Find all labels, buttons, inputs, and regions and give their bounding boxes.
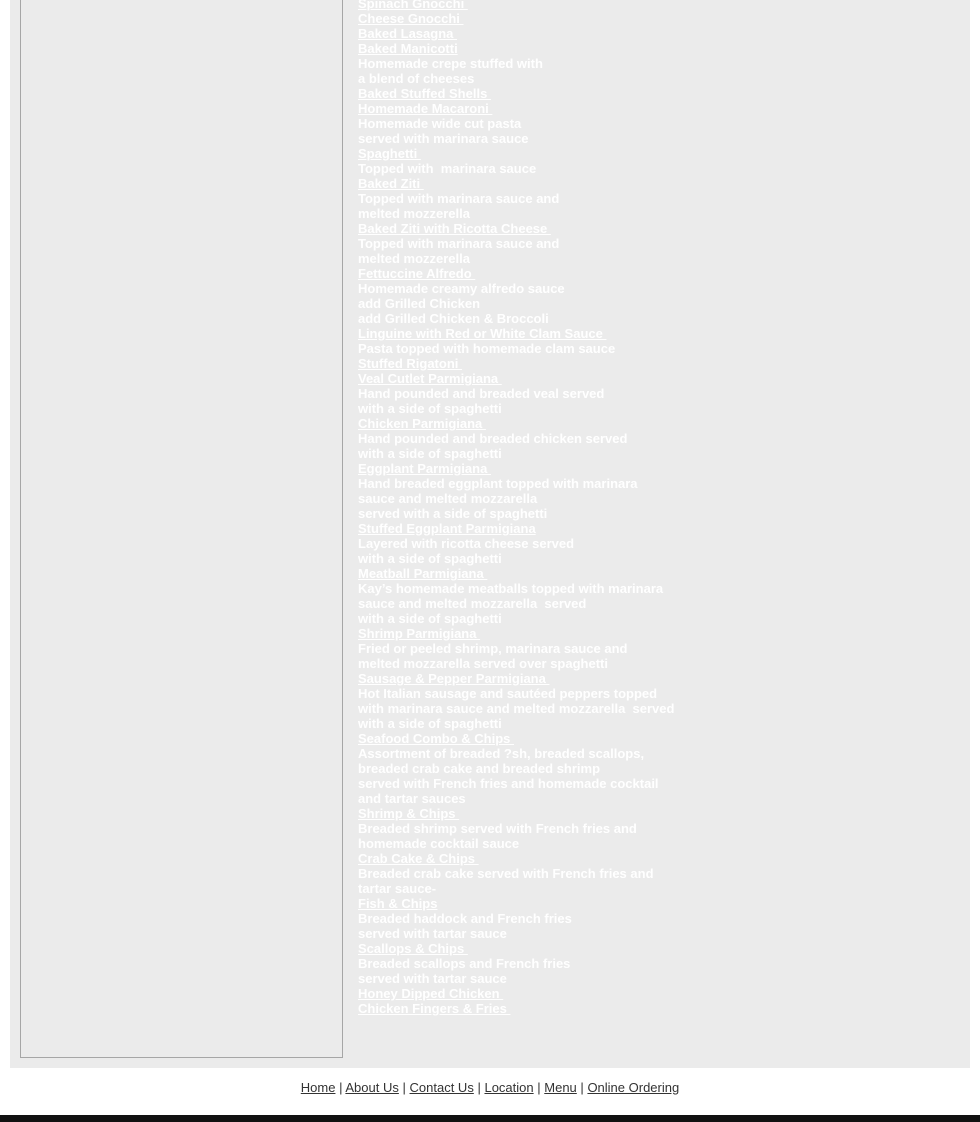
menu-item-link[interactable]: Shrimp Parmigiana [358,626,481,641]
menu-item-description: Homemade crepe stuffed with [358,56,543,71]
menu-item-description: served with French fries and homemade cocktail [358,776,659,791]
menu-item-link[interactable]: Honey Dipped Chicken [358,986,504,1001]
menu-item-link[interactable]: Seafood Combo & Chips [358,731,514,746]
menu-item-description: Topped with marinara sauce [358,161,537,176]
footer-separator: | [537,1080,541,1095]
menu-item-link[interactable]: Baked Stuffed Shells [358,86,491,101]
menu-item-description: Pasta topped with homemade clam sauce [358,341,616,356]
sidebar-panel [20,0,343,1058]
menu-item-description: and tartar sauces [358,791,466,806]
menu-item-description: served with a side of spaghetti [358,506,548,521]
footer-link-location[interactable]: Location [484,1080,534,1095]
menu-item-link[interactable]: Sausage & Pepper Parmigiana [358,671,550,686]
menu-item-description: served with tartar sauce [358,971,507,986]
footer-link-about-us[interactable]: About Us [345,1080,399,1095]
menu-item-description: Hand pounded and breaded veal served [358,386,605,401]
bottom-strip [0,1115,980,1122]
menu-item-description: Hand breaded eggplant topped with marinara [358,476,638,491]
footer-link-home[interactable]: Home [300,1080,336,1095]
menu-item-link[interactable]: Meatball Parmigiana [358,566,488,581]
menu-item-description: with a side of spaghetti [358,611,502,626]
footer-separator: | [339,1080,343,1095]
menu-item-link[interactable]: Spinach Gnocchi [358,0,468,11]
menu-item-link[interactable]: Shrimp & Chips [358,806,460,821]
menu-item-description: with a side of spaghetti [358,446,502,461]
menu-item-link[interactable]: Baked Ziti [358,176,424,191]
footer-separator: | [477,1080,481,1095]
menu-item-description: melted mozzarella served over spaghetti [358,656,608,671]
menu-item-link[interactable]: Baked Ziti with Ricotta Cheese [358,221,551,236]
menu-item-description: with a side of spaghetti [358,716,502,731]
menu-item-description: Homemade creamy alfredo sauce [358,281,565,296]
menu-item-description: served with tartar sauce [358,926,507,941]
menu-item-description: sauce and melted mozzarella [358,491,538,506]
menu-item-link[interactable]: Scallops & Chips [358,941,468,956]
footer-separator: | [402,1080,406,1095]
menu-item-description: Hot Italian sausage and sautéed peppers topped [358,686,658,701]
menu-item-link[interactable]: Crab Cake & Chips [358,851,479,866]
menu-item-description: sauce and melted mozzarella served [358,596,587,611]
menu-item-link[interactable]: Stuffed Eggplant Parmigiana [358,521,536,536]
footer-link-contact-us[interactable]: Contact Us [409,1080,474,1095]
menu-item-description: Breaded shrimp served with French fries and [358,821,637,836]
menu-item-description: homemade cocktail sauce [358,836,520,851]
menu-list [358,0,958,1016]
menu-item-link[interactable]: Stuffed Rigatoni [358,356,462,371]
menu-item-link[interactable]: Linguine with Red or White Clam Sauce [358,326,607,341]
menu-item-description: add Grilled Chicken & Broccoli [358,311,549,326]
menu-item-description: with a side of spaghetti [358,551,502,566]
footer-link-menu[interactable]: Menu [544,1080,577,1095]
menu-item-description: Homemade wide cut pasta [358,116,522,131]
menu-item-description: Hand pounded and breaded chicken served [358,431,628,446]
footer-separator: | [580,1080,584,1095]
menu-item-description: Assortment of breaded ?sh, breaded scallops, [358,746,645,761]
menu-item-link[interactable]: Baked Manicotti [358,41,458,56]
menu-item-description: with marinara sauce and melted mozzarella served [358,701,675,716]
menu-item-link[interactable]: Baked Lasagna [358,26,457,41]
footer-link-online-ordering[interactable]: Online Ordering [587,1080,680,1095]
menu-item-description: Topped with marinara sauce and [358,191,560,206]
menu-item-description: tartar sauce- [358,881,437,896]
menu-item-description: served with marinara sauce [358,131,529,146]
menu-item-description: melted mozzerella [358,251,470,266]
menu-item-description: Breaded scallops and French fries [358,956,571,971]
menu-item-link[interactable]: Spaghetti [358,146,421,161]
menu-item-link[interactable]: Fish & Chips [358,896,438,911]
menu-item-link[interactable]: Homemade Macaroni [358,101,493,116]
menu-item-link[interactable]: Eggplant Parmigiana [358,461,491,476]
menu-item-description: a blend of cheeses [358,71,475,86]
menu-item-link[interactable]: Veal Cutlet Parmigiana [358,371,502,386]
menu-item-description: melted mozzerella [358,206,470,221]
menu-item-link[interactable]: Fettuccine Alfredo [358,266,476,281]
menu-item-link[interactable]: Cheese Gnocchi [358,11,464,26]
menu-item-description: Layered with ricotta cheese served [358,536,575,551]
menu-item-description: Kay’s homemade meatballs topped with marinara [358,581,664,596]
footer-nav [0,1068,980,1115]
menu-item-description: Breaded haddock and French fries [358,911,572,926]
menu-item-description: Fried or peeled shrimp, marinara sauce and [358,641,628,656]
menu-item-description: Topped with marinara sauce and [358,236,560,251]
menu-item-description: breaded crab cake and breaded shrimp [358,761,601,776]
menu-item-description: with a side of spaghetti [358,401,502,416]
menu-item-description: add Grilled Chicken [358,296,481,311]
menu-item-link[interactable]: Chicken Fingers & Fries [358,1001,511,1016]
menu-item-description: Breaded crab cake served with French fries and [358,866,654,881]
menu-item-link[interactable]: Chicken Parmigiana [358,416,486,431]
